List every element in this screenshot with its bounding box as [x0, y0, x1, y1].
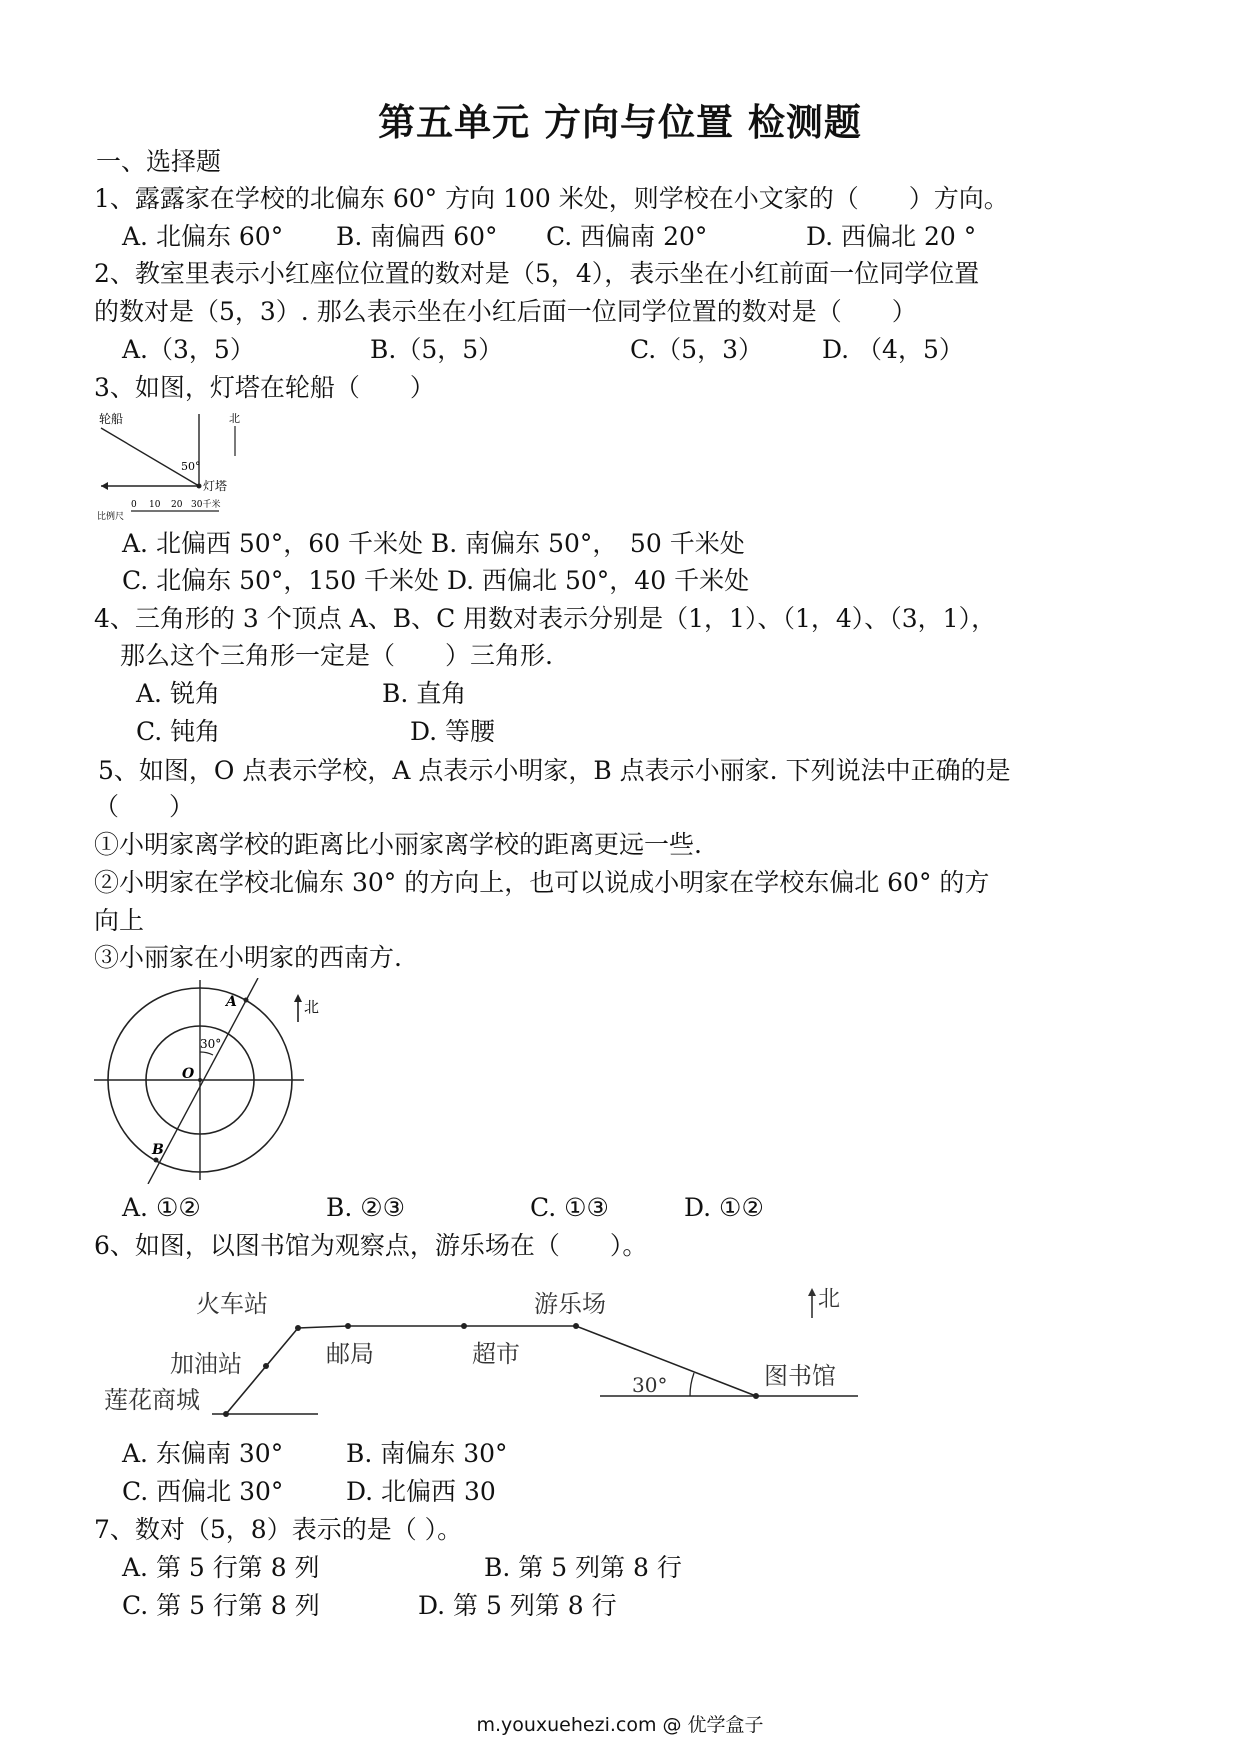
- q6-label-supermarket: 超市: [472, 1340, 520, 1368]
- q5-north-label: 北: [304, 998, 320, 1016]
- q5-statement-2a: ②小明家在学校北偏东 30° 的方向上，也可以说成小明家在学校东偏北 60° 的方: [94, 868, 990, 897]
- q4-option-d: D. 等腰: [410, 717, 496, 746]
- q2-option-b: B.（5，5）: [370, 335, 504, 364]
- q5-angle-arc: [200, 1052, 213, 1055]
- q6-point-library: [753, 1393, 759, 1399]
- q3-lighthouse-label: 灯塔: [203, 479, 228, 493]
- q3-scale-tick-30: 30千米: [191, 500, 221, 510]
- q2-stem-line2: 的数对是（5，3）. 那么表示坐在小红后面一位同学位置的数对是（ ）: [94, 297, 917, 326]
- q6-label-amusement-park: 游乐场: [534, 1290, 606, 1318]
- q6-label-train-station: 火车站: [196, 1290, 268, 1318]
- q6-north-label: 北: [818, 1287, 841, 1312]
- q5-north-arrowhead: [294, 994, 302, 1002]
- q3-option-ab: A. 北偏西 50°，60 千米处 B. 南偏东 50°， 50 千米处: [122, 529, 745, 558]
- q1-option-d: D. 西偏北 20 °: [806, 222, 977, 251]
- q1-stem: 1、露露家在学校的北偏东 60° 方向 100 米处，则学校在小文家的（ ）方向。: [94, 184, 1009, 213]
- q7-option-a: A. 第 5 行第 8 列: [122, 1553, 320, 1582]
- q4-option-c: C. 钝角: [136, 717, 221, 746]
- q7-option-c: C. 第 5 行第 8 列: [122, 1591, 320, 1620]
- q6-point-lotus-mall: [223, 1411, 229, 1417]
- q6-label-post-office: 邮局: [326, 1340, 374, 1368]
- q6-option-a: A. 东偏南 30°: [122, 1439, 284, 1468]
- q6-point-train-station: [295, 1325, 301, 1331]
- q3-lighthouse-point: [197, 484, 202, 489]
- q1-option-a: A. 北偏东 60°: [122, 222, 284, 251]
- page-title: 第五单元 方向与位置 检测题: [378, 101, 862, 144]
- q6-option-c: C. 西偏北 30°: [122, 1477, 284, 1506]
- q5-angle-label: 30°: [200, 1037, 222, 1051]
- q5-stem-line2: （ ）: [94, 792, 195, 821]
- q3-north-label: 北: [229, 412, 240, 425]
- q6-angle-label: 30°: [632, 1373, 668, 1397]
- q4-option-b: B. 直角: [382, 679, 467, 708]
- q1-option-c: C. 西偏南 20°: [546, 222, 708, 251]
- q5-option-a: A. ①②: [122, 1193, 201, 1222]
- q5-label-a: A: [226, 994, 237, 1010]
- q6-angle-arc: [690, 1373, 694, 1396]
- q6-label-gas-station: 加油站: [170, 1350, 242, 1378]
- q6-point-post-office: [345, 1323, 351, 1329]
- q6-north-arrowhead: [808, 1288, 816, 1296]
- q7-option-b: B. 第 5 列第 8 行: [484, 1553, 682, 1582]
- q3-scale-tick-10: 10: [149, 500, 161, 510]
- q6-label-lotus-mall: 莲花商城: [104, 1386, 200, 1414]
- q3-ship-label: 轮船: [99, 412, 124, 426]
- q3-arrowhead: [101, 482, 108, 490]
- q5-figure: [92, 978, 342, 1184]
- q5-label-b: B: [152, 1142, 164, 1158]
- q5-point-b: [154, 1158, 159, 1163]
- q5-point-o: [198, 1078, 202, 1082]
- q5-option-b: B. ②③: [326, 1193, 406, 1222]
- q5-diagonal-line: [148, 978, 258, 1184]
- q4-option-a: A. 锐角: [136, 679, 220, 708]
- q5-point-a: [244, 998, 249, 1003]
- q6-label-library: 图书馆: [764, 1362, 836, 1390]
- q6-stem: 6、如图，以图书馆为观察点，游乐场在（ ）。: [94, 1231, 648, 1260]
- footer-watermark: m.youxuehezi.com @ 优学盒子: [476, 1714, 764, 1736]
- q5-label-o: O: [182, 1066, 195, 1082]
- q6-figure: [100, 1276, 880, 1432]
- q2-stem-line1: 2、教室里表示小红座位位置的数对是（5，4），表示坐在小红前面一位同学位置: [94, 259, 980, 288]
- q5-option-d: D. ①②: [684, 1193, 764, 1222]
- q2-option-d: D. （4，5）: [822, 335, 964, 364]
- q7-option-d: D. 第 5 列第 8 行: [418, 1591, 617, 1620]
- q6-point-amusement-park: [573, 1323, 579, 1329]
- q5-statement-1: ①小明家离学校的距离比小丽家离学校的距离更远一些.: [94, 830, 702, 859]
- q5-statement-3: ③小丽家在小明家的西南方.: [94, 943, 402, 972]
- q3-figure: [95, 406, 255, 524]
- q3-angle-label: 50°: [181, 460, 201, 473]
- q6-option-d: D. 北偏西 30: [346, 1477, 496, 1506]
- q4-stem-line1: 4、三角形的 3 个顶点 A、B、C 用数对表示分别是（1，1）、（1，4）、（3，1），: [94, 604, 997, 633]
- q4-stem-line2: 那么这个三角形一定是（ ）三角形.: [120, 641, 553, 670]
- q7-stem: 7、数对（5，8）表示的是（ ）。: [94, 1515, 463, 1544]
- q6-point-supermarket: [461, 1323, 467, 1329]
- q3-stem: 3、如图，灯塔在轮船（ ）: [94, 373, 435, 402]
- q5-statement-2b: 向上: [94, 906, 145, 935]
- q3-ship-to-lighthouse-line: [101, 428, 199, 486]
- q3-scale-tick-20: 20: [171, 500, 183, 510]
- q1-option-b: B. 南偏西 60°: [336, 222, 498, 251]
- q6-point-gas-station: [263, 1363, 269, 1369]
- q3-scale-label: 比例尺: [97, 512, 125, 522]
- q3-option-cd: C. 北偏东 50°，150 千米处 D. 西偏北 50°，40 千米处: [122, 566, 750, 595]
- q5-option-c: C. ①③: [530, 1193, 609, 1222]
- q6-option-b: B. 南偏东 30°: [346, 1439, 508, 1468]
- q3-scale-tick-0: 0: [131, 500, 137, 510]
- q2-option-a: A.（3，5）: [122, 335, 255, 364]
- q5-stem-line1: 5、如图，O 点表示学校，A 点表示小明家，B 点表示小丽家. 下列说法中正确的是: [98, 756, 1011, 785]
- q2-option-c: C.（5，3）: [630, 335, 763, 364]
- section-heading: 一、选择题: [96, 147, 222, 176]
